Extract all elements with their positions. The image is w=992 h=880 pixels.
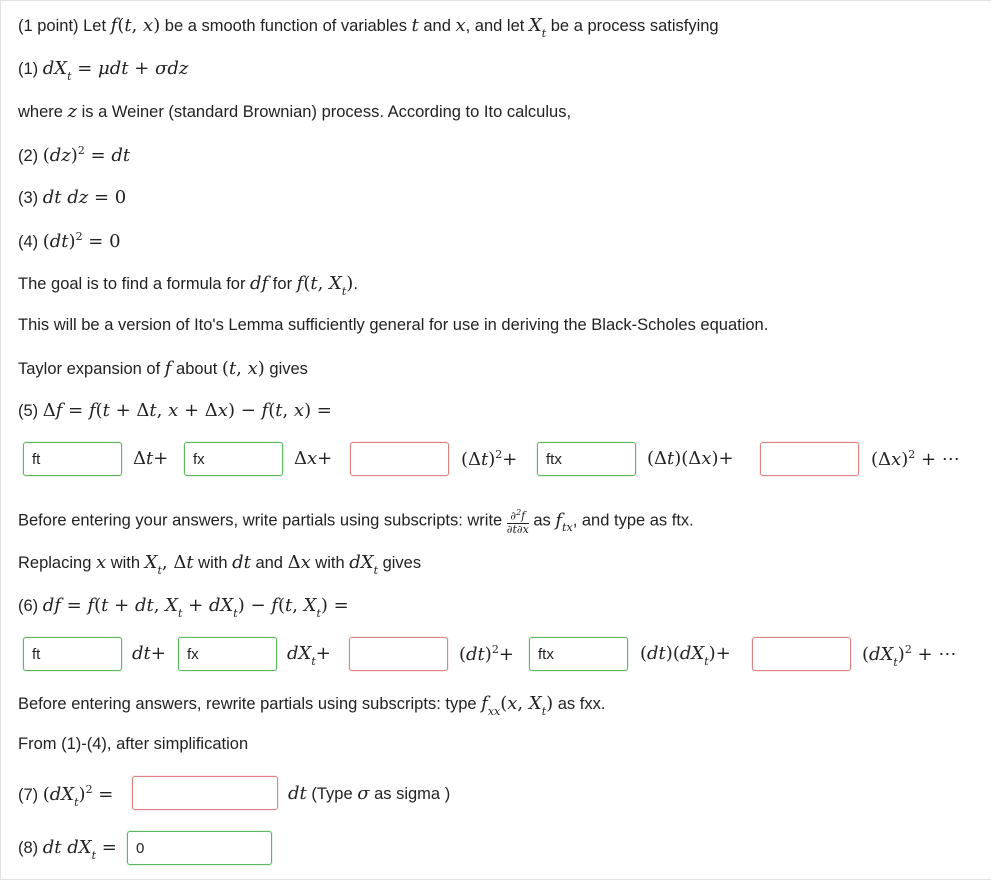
answer-input-ftt-2[interactable]: [349, 637, 448, 671]
answer-input-fx-1[interactable]: [184, 442, 283, 476]
taylor-text: Taylor expansion of f about (t, x) gives: [18, 358, 308, 379]
equation-4: (4) (dt)$^2$ = 0: [18, 230, 121, 252]
answer-input-fxx-2[interactable]: [752, 637, 851, 671]
equation-7: (7) $(dX_t)^2$ =: [18, 783, 114, 809]
answer-input-fxx-1[interactable]: [760, 442, 859, 476]
equation-3: (3) dt dz = 0: [18, 187, 127, 208]
hint-1: Before entering your answers, write partials using subscripts: write $\frac{\partial^2f}{\partial t\partial x}$ as $f_{tx}$, and type as ftx.: [18, 508, 694, 536]
where-text: where z is a Weiner (standard Brownian) process. According to Ito calculus,: [18, 101, 572, 122]
answer-input-ft-1[interactable]: [23, 442, 122, 476]
version-text: This will be a version of Ito's Lemma sufficiently general for use in deriving the Black-Scholes equation.: [18, 316, 769, 334]
equation-1: (1) $dX_t = \mu dt + \sigma dz$: [18, 58, 189, 83]
answer-input-ftx-2[interactable]: [529, 637, 628, 671]
problem-container: (1 point) Let f(t, x) be a smooth function of variables t and x, and let $X_t$ be a process satisfying (1) $dX_t = \mu dt + \sigma dz$ where z is a Weiner (standard Brownian) process. According to Ito calculus, (2) (dz)$^2$ = dt (3) dt dz = 0 (4) (dt)$^2$ = 0 The goal is to find a formula for df for f(t, $X_t$). This will be a version of Ito's Lemma sufficiently general for use in deriving the Black-Scholes equation. Taylor expansion of f about (t, x) gives (5) Δf = f(t + Δt, x + Δx) − f(t, x) = ft Δt+ fx Δx+ $(\Delta t)^2+$ ftx (Δt)(Δx)+ $(\Delta x)^2$ + ⋯ Before entering your answers, write partials using subscripts: write $\frac{\partial^2f}{\partial t\partial x}$ as $f_{tx}$, and type as ftx. Replacing x with $X_t$, Δt with dt and Δx with $dX_t$ gives (6) df = f(t + dt, $X_t + dX_t) - f(t$, $X_t$) = ft dt+ fx $dX_t+$ (dt)$^2$+ ftx $(dt)(dX_t)+$ $(dX_t)^2$ + ⋯ Before entering answers, rewrite partials using subscripts: type $f_{xx}(x$, $X_t$) as fxx. From (1)-(4), after simplification (7) $(dX_t)^2$ = dt (Type σ as sigma ) (8) dt $dX_t$ = 0: [0, 0, 991, 880]
equation-7-suffix: dt (Type σ as sigma ): [288, 783, 451, 804]
point-prefix: (1 point) Let: [18, 17, 111, 35]
answer-input-dXt-squared[interactable]: [132, 776, 278, 810]
answer-input-ftt-1[interactable]: [350, 442, 449, 476]
partial-fraction: $\frac{\partial^2f}{\partial t\partial x}$: [506, 508, 529, 536]
equation-6: (6) df = f(t + dt, $X_t + dX_t) - f(t$, $X_t$) =: [18, 595, 349, 620]
problem-statement: (1 point) Let f(t, x) be a smooth function of variables t and x, and let $X_t$ be a process satisfying: [18, 15, 719, 40]
equation-5: (5) Δf = f(t + Δt, x + Δx) − f(t, x) =: [18, 400, 332, 421]
hint-2: Before entering answers, rewrite partials using subscripts: type $f_{xx}(x$, $X_t$) as fxx.: [18, 693, 606, 718]
math-f-t-x: f: [110, 15, 118, 36]
answer-input-ft-2[interactable]: [23, 637, 122, 671]
answer-input-fx-2[interactable]: [178, 637, 277, 671]
replacing-text: Replacing x with $X_t$, Δt with dt and Δx with $dX_t$ gives: [18, 552, 422, 577]
equation-2: (2) (dz)$^2$ = dt: [18, 144, 131, 166]
answer-input-dt-dXt[interactable]: [127, 831, 272, 865]
from-text: From (1)-(4), after simplification: [18, 735, 249, 753]
math-Xt: $X_t$: [528, 15, 547, 40]
goal-text: The goal is to find a formula for df for f(t, $X_t$).: [18, 273, 358, 298]
answer-input-ftx-1[interactable]: [537, 442, 636, 476]
equation-8: (8) dt $dX_t$ =: [18, 837, 117, 862]
